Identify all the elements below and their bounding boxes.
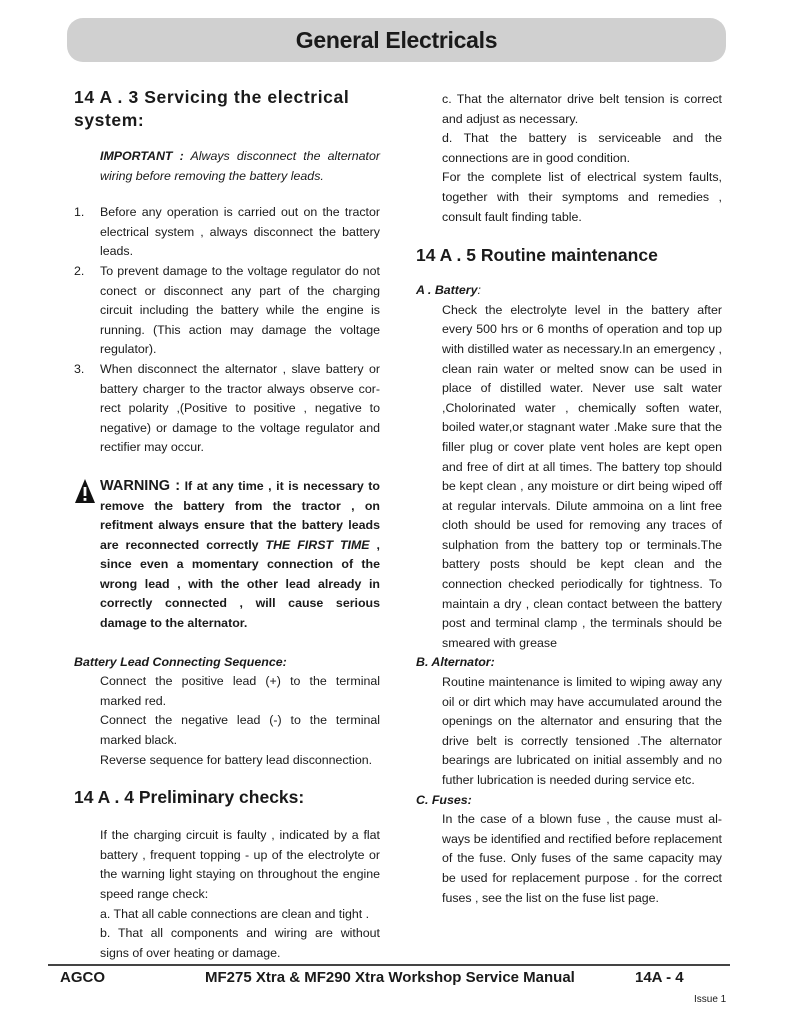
alternator-heading: B. Alternator: [416, 655, 495, 670]
warning-box [74, 477, 380, 634]
footer-divider [48, 964, 730, 966]
checks-intro: If the charging circuit is faulty , indicated by a flat battery , frequent topping - up of the electrolyte or the warning light staying on throughout the engine speed range check: [100, 828, 380, 901]
right-column [416, 90, 722, 908]
sequence-line: Connect the negative lead (-) to the terminal marked black. [100, 713, 380, 748]
list-item [74, 203, 380, 262]
battery-heading [416, 281, 722, 301]
important-label: IMPORTANT : [100, 149, 184, 163]
step-text: When disconnect the alternator , slave battery or battery charger to the tractor always observe cor-rect polarity ,(Positive to positive , negative to negative) or damage to the voltage regulator and rectifier may occur. [100, 361, 380, 455]
warning-emphasis: THE FIRST TIME [265, 537, 370, 552]
fuses-heading: C. Fuses: [416, 792, 472, 807]
battery-colon: : [477, 283, 481, 298]
step-number: 2. [74, 263, 85, 278]
section-heading-14a3: 14 A . 3 Servicing the electrical system: [74, 87, 350, 130]
alternator-text: Routine maintenance is limited to wiping away any oil or dirt which may have accumulated around the openings on the alternator and ensuring that the drive belt is correctly tensioned .The alternator bearings are lubricated on initial assembly and no futher lubrication is needed during service etc. [442, 675, 722, 787]
important-note [74, 147, 380, 186]
warning-body-b: , since even a momentary connection of the wrong lead , with the other lead already in correctly connected , will cause serious damage to the alternator. [100, 537, 380, 631]
sequence-line: Connect the positive lead (+) to the terminal marked red. [100, 674, 380, 708]
battery-text: Check the electrolyte level in the battery after every 500 hrs or 6 months of operation and top up with distilled water as necessary.In an emergency , clean rain water or melted snow can be used in place of distilled water. Never use salt water ,Cholorinated water , chemically soften water, boiled water,or stagnant water .Make sure that the filler plug or cover plate vent holes are kept open and free of dirt at all times. The battery top should be kept clean , any moisture or dirt being wiped off at regular intervals. Dilute ammoina on a lint free cloth should be used for removing any traces of sulphation from the battery top or terminals.The battery posts should be kept clean and the connection checked periodically for tightness. To maintain a dry , clean contact between the battery post and terminal clamp , the terminals should be smeared with grease [442, 302, 722, 650]
footer-manual-title: MF275 Xtra & MF290 Xtra Workshop Service Manual [205, 969, 575, 986]
warning-triangle-icon [74, 477, 100, 634]
sequence-line: Reverse sequence for battery lead disconnection. [100, 752, 373, 767]
warning-label: WARNING : [100, 477, 181, 494]
section-heading-14a4: 14 A . 4 Preliminary checks: [74, 787, 305, 808]
footer-brand: AGCO [60, 969, 105, 986]
important-text: Always disconnect the alternator wiring before removing the battery leads. [100, 149, 381, 183]
battery-label: A . Battery [416, 283, 478, 298]
check-item-c: c. That the alternator drive belt tension is correct and adjust as necessary. [442, 92, 722, 126]
check-item-b: b. That all components and wiring are without signs of over heating or damage. [100, 926, 380, 960]
step-text: To prevent damage to the voltage regulator do not conect or disconnect any part of the charging circuit including the battery while the engine is running. (This action may damage the voltage regulator). [100, 263, 380, 357]
checks-closing: For the complete list of electrical system faults, together with their symptoms and remedies , consult fault finding table. [442, 170, 722, 224]
list-item [74, 360, 380, 458]
left-column [74, 86, 380, 963]
section-heading-14a5: 14 A . 5 Routine maintenance [416, 245, 658, 266]
servicing-steps-list [74, 203, 380, 458]
list-item [74, 262, 380, 360]
page-header [67, 18, 726, 62]
footer-issue: Issue 1 [694, 994, 727, 1005]
check-item-d: d. That the battery is serviceable and the connections are in good condition. [442, 131, 722, 165]
check-item-a: a. That all cable connections are clean and tight . [100, 906, 370, 921]
warning-body-a: If at any time , it is necessary to remove the battery from the tractor , on refitment always ensure that the battery leads are reconnected correctly [100, 478, 381, 552]
fuses-text: In the case of a blown fuse , the cause must al-ways be identified and rectified before replacement of the fuse. Only fuses of the same capacity may be used for replacement purpose . for the correct fuses , see the list on the fuse list page. [442, 812, 722, 905]
step-number: 1. [74, 205, 85, 220]
step-number: 3. [74, 361, 85, 376]
sequence-heading: Battery Lead Connecting Sequence: [74, 654, 287, 669]
page-title: General Electricals [295, 26, 498, 53]
footer-page-number: 14A - 4 [635, 969, 684, 986]
warning-text [100, 477, 380, 634]
step-text: Before any operation is carried out on the tractor electrical system , always disconnect the battery leads. [100, 205, 380, 259]
